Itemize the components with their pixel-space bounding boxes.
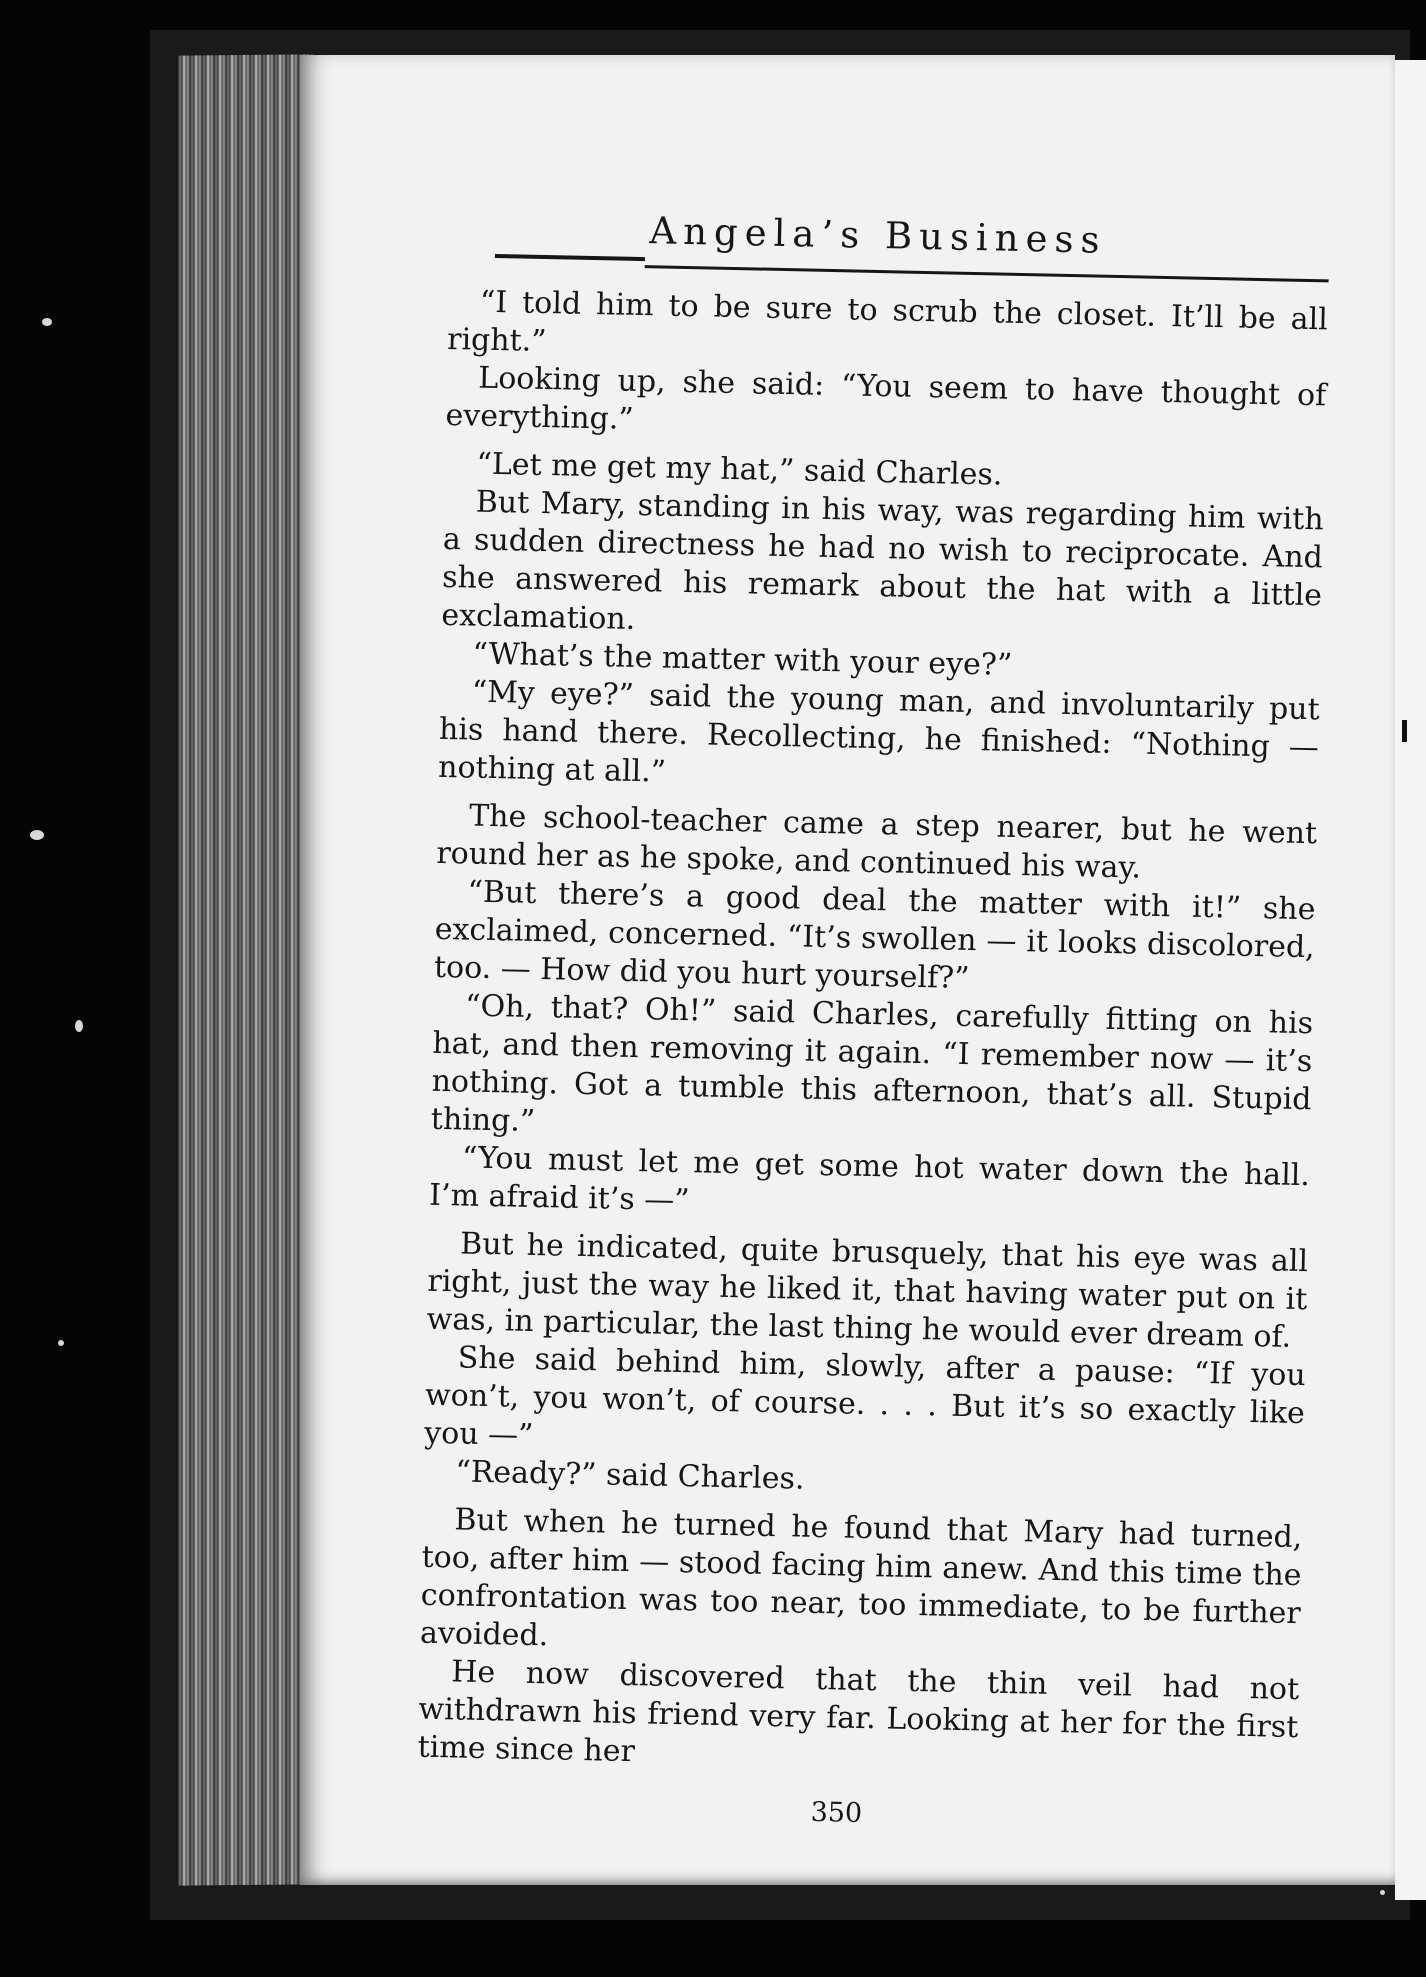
running-head-rule [645, 265, 1329, 282]
paragraph: “I told him to be sure to scrub the closet. It’ll be all right.” [446, 284, 1329, 360]
paragraph: The school-teacher came a step nearer, but he went round her as he spoke, and continued his way. [436, 798, 1318, 886]
dust-speck [58, 1340, 64, 1346]
paragraph: “You must let me get some hot water down the hall. I’m afraid it’s —” [428, 1140, 1311, 1219]
dust-speck [42, 318, 52, 326]
dust-speck [30, 830, 44, 840]
paragraph: “But there’s a good deal the matter with it!” she exclaimed, concerned. “It’s swollen — it looks discolored, too. — How did you hurt yourself?” [433, 874, 1316, 997]
paragraph: “Oh, that? Oh!” said Charles, carefully fitting on his hat, and then removing it again. “I remember now — it’s nothing. Got a tumble this afternoon, that’s all. Stupid thing.” [430, 988, 1314, 1139]
body-text [417, 283, 1328, 1785]
paragraph: But Mary, standing in his way, was regarding him with a sudden directness he had no wish to reciprocate. And she answered his remark about the hat with a little exclamation. [441, 484, 1324, 637]
paragraph: Looking up, she said: “You seem to have thought of everything.” [445, 360, 1327, 437]
paragraph: But when he turned he found that Mary had turned, too, after him — stood facing him anew. And this time the confrontation was too near, too immediate, to be further avoided. [419, 1502, 1303, 1654]
facing-page-edge [1395, 60, 1426, 1900]
paragraph: “My eye?” said the young man, and involuntarily put his hand there. Recollecting, he finished: “Nothing — nothing at all.” [437, 674, 1320, 790]
dust-speck [1380, 1890, 1385, 1895]
page-content [416, 205, 1330, 1838]
paragraph: She said behind him, slowly, after a pause: “If you won’t, you won’t, of course. . . . But it’s so exactly like you —” [423, 1340, 1307, 1454]
running-head-title: Angela’s Business [649, 209, 1107, 262]
paragraph: But he indicated, quite brusquely, that his eye was all right, just the way he liked it, that having water put on it was, in particular, the last thing he would ever dream of. [426, 1226, 1309, 1355]
page-edges [178, 54, 313, 1885]
dust-speck [75, 1020, 83, 1032]
paragraph: “Ready?” said Charles. [455, 1454, 805, 1497]
paragraph: He now discovered that the thin veil had not withdrawn his friend very far. Looking at her for the first time since her [417, 1654, 1300, 1770]
page-number: 350 [810, 1796, 863, 1829]
running-head-left-rule [495, 254, 645, 261]
paragraph: “Let me get my hat,” said Charles. [476, 446, 1003, 493]
paragraph: “What’s the matter with your eye?” [472, 636, 1013, 683]
margin-mark [1402, 720, 1407, 742]
